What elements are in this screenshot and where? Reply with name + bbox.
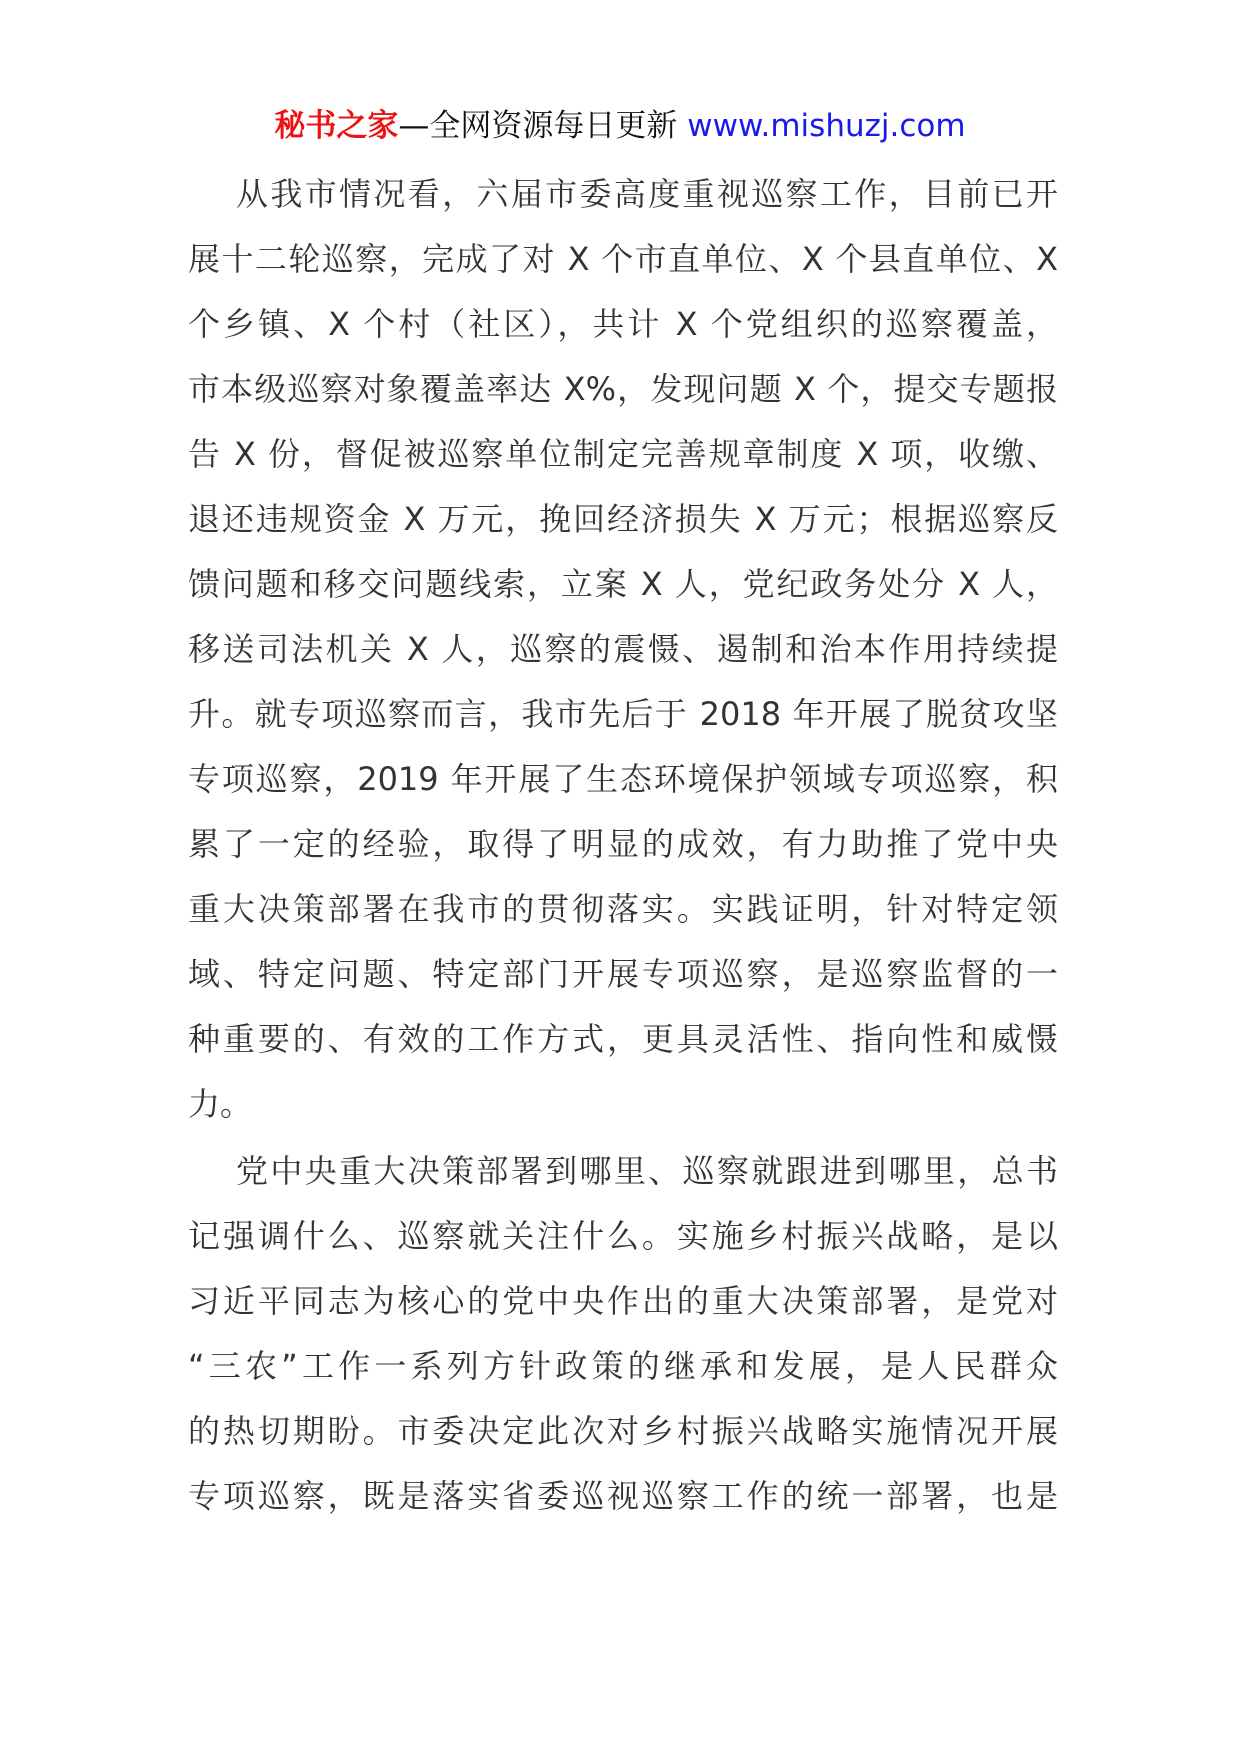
paragraph-line: 专项巡察，2019 年开展了生态环境保护领域专项巡察，积 xyxy=(188,760,1058,798)
paragraph-line: 的热切期盼。市委决定此次对乡村振兴战略实施情况开展 xyxy=(188,1412,1058,1450)
paragraph-line: 从我市情况看，六届市委高度重视巡察工作，目前已开 xyxy=(236,175,1058,213)
paragraph-line: 记强调什么、巡察就关注什么。实施乡村振兴战略，是以 xyxy=(188,1217,1058,1255)
paragraph-line: 退还违规资金 X 万元，挽回经济损失 X 万元；根据巡察反 xyxy=(188,500,1058,538)
paragraph-line: 移送司法机关 X 人，巡察的震慑、遏制和治本作用持续提 xyxy=(188,630,1058,668)
paragraph-2 xyxy=(188,1139,1058,1529)
paragraph-line: 习近平同志为核心的党中央作出的重大决策部署，是党对 xyxy=(188,1282,1058,1320)
paragraph-line: 馈问题和移交问题线索，立案 X 人，党纪政务处分 X 人， xyxy=(188,565,1058,603)
document-body xyxy=(188,162,1058,1529)
site-url-link[interactable]: www.mishuzj.com xyxy=(687,108,966,144)
paragraph-line: 专项巡察，既是落实省委巡视巡察工作的统一部署，也是 xyxy=(188,1477,1058,1515)
paragraph-line: 种重要的、有效的工作方式，更具灵活性、指向性和威慑 xyxy=(188,1020,1058,1058)
paragraph-line: 党中央重大决策部署到哪里、巡察就跟进到哪里，总书 xyxy=(236,1152,1058,1190)
paragraph-line: “三农”工作一系列方针政策的继承和发展，是人民群众 xyxy=(188,1347,1058,1385)
paragraph-line: 累了一定的经验，取得了明显的成效，有力助推了党中央 xyxy=(188,825,1058,863)
paragraph-line: 市本级巡察对象覆盖率达 X%，发现问题 X 个，提交专题报 xyxy=(188,370,1058,408)
site-brand-name: 秘书之家 xyxy=(274,108,399,144)
paragraph-line: 展十二轮巡察，完成了对 X 个市直单位、X 个县直单位、X xyxy=(188,240,1058,278)
paragraph-line: 域、特定问题、特定部门开展专项巡察，是巡察监督的一 xyxy=(188,955,1058,993)
paragraph-line: 个乡镇、X 个村（社区），共计 X 个党组织的巡察覆盖， xyxy=(188,305,1058,343)
paragraph-line: 升。就专项巡察而言，我市先后于 2018 年开展了脱贫攻坚 xyxy=(188,695,1058,733)
paragraph-line: 重大决策部署在我市的贯彻落实。实践证明，针对特定领 xyxy=(188,890,1058,928)
site-slogan: —全网资源每日更新 xyxy=(398,108,678,144)
paragraph-line: 告 X 份，督促被巡察单位制定完善规章制度 X 项，收缴、 xyxy=(188,435,1058,473)
site-header-banner xyxy=(0,104,1240,148)
paragraph-line: 力。 xyxy=(188,1085,253,1123)
paragraph-1 xyxy=(188,162,1058,1137)
